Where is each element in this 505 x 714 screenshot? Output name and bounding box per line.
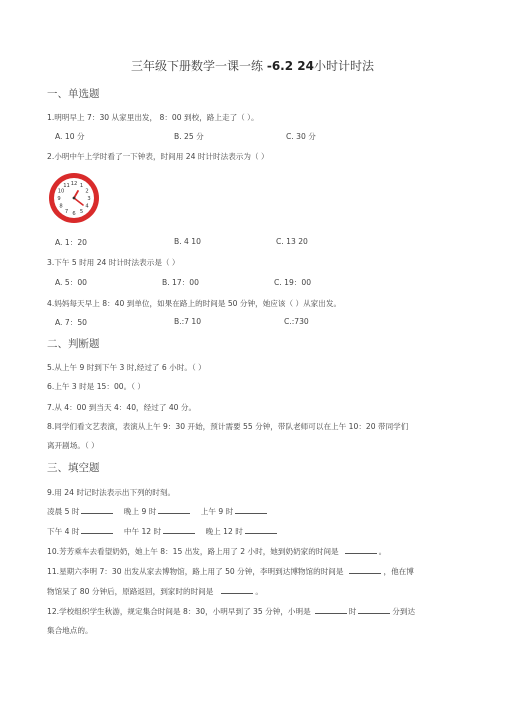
answer-blank[interactable] <box>158 506 190 514</box>
question-3: 3.下午 5 时用 24 时计时法表示是（ ） <box>47 258 180 267</box>
clock-number: 3 <box>87 195 91 202</box>
clock-number: 9 <box>57 195 61 202</box>
q11-text: 11.星期六李明 7：30 出发从家去博物馆，路上用了 50 分钟，李明到达博物馆的时间是 <box>47 567 344 576</box>
question-1: 1.明明早上 7：30 从家里出发， 8：00 到校，路上走了（ ）。 <box>47 113 259 122</box>
q9-item-label: 下午 4 时 <box>47 527 80 536</box>
question-4: 4.妈妈每天早上 8：40 到单位，如果在路上的时间是 50 分钟，她应该（ ）从家出发。 <box>47 299 342 308</box>
q12-time-word: 时 <box>348 607 357 616</box>
title-suffix: 小时计时法 <box>313 59 374 73</box>
q4-option-c[interactable]: C.:730 <box>284 317 309 326</box>
answer-blank[interactable] <box>235 506 267 514</box>
clock-number: 11 <box>63 182 70 189</box>
q1-option-a[interactable]: A. 10 分 <box>55 132 85 141</box>
q1-option-b[interactable]: B. 25 分 <box>174 132 204 141</box>
q4-option-a[interactable]: A. 7：50 <box>55 318 87 327</box>
clock-number: 12 <box>70 180 78 187</box>
q9-row-2 <box>47 526 279 537</box>
question-12-line-1 <box>47 606 415 617</box>
q10-text: 10.芳芳乘车去看望奶奶，她上午 8：15 出发，路上用了 2 小时，她到奶奶家的时间是 <box>47 547 339 556</box>
q9-row-1 <box>47 506 269 517</box>
question-8-line-2: 离开剧场。（ ） <box>47 441 99 450</box>
q4-option-b[interactable]: B.:7 10 <box>174 317 202 326</box>
q3-option-b[interactable]: B. 17：00 <box>162 278 199 287</box>
q11-mid: ，他在博 <box>383 567 414 576</box>
answer-blank[interactable] <box>315 606 347 614</box>
question-11-line-1 <box>47 566 414 577</box>
clock-number: 8 <box>59 203 63 210</box>
q9-item-label: 晚上 9 时 <box>123 507 157 516</box>
answer-blank[interactable] <box>221 586 253 594</box>
section-heading-fill-blank: 三、填空题 <box>47 462 100 474</box>
answer-blank[interactable] <box>81 526 113 534</box>
page-title <box>0 57 505 74</box>
answer-blank[interactable] <box>345 546 377 554</box>
q9-item-label: 凌晨 5 时 <box>47 507 80 516</box>
answer-blank[interactable] <box>245 526 277 534</box>
clock-number: 6 <box>72 210 76 217</box>
title-prefix: 三年级下册数学一课一练 <box>131 59 264 73</box>
q11-end: 。 <box>255 587 263 596</box>
question-7: 7.从 4：00 到当天 4：40，经过了 40 分。 <box>47 403 197 412</box>
question-9: 9.用 24 时记时法表示出下列的时刻。 <box>47 488 176 497</box>
answer-blank[interactable] <box>163 526 195 534</box>
answer-blank[interactable] <box>358 606 390 614</box>
q9-item-label: 晚上 12 时 <box>205 527 243 536</box>
q2-option-b[interactable]: B. 4 10 <box>174 237 201 246</box>
clock-number: 2 <box>85 188 89 195</box>
clock-center <box>73 197 76 200</box>
clock-number: 4 <box>85 203 89 210</box>
question-2: 2.小明中午上学时看了一下钟表，时间用 24 时计时法表示为（ ） <box>47 152 269 161</box>
q3-option-a[interactable]: A. 5：00 <box>55 278 87 287</box>
q1-option-c[interactable]: C. 30 分 <box>286 132 316 141</box>
q3-option-c[interactable]: C. 19：00 <box>274 278 312 287</box>
clock-number: 7 <box>64 208 69 215</box>
q12-tail: 分到达 <box>392 607 416 616</box>
question-6: 6.上午 3 时是 15：00。（ ） <box>47 382 146 391</box>
section-heading-single-choice: 一、单选题 <box>47 88 100 100</box>
question-11-line-2 <box>47 586 263 597</box>
q9-item-label: 中午 12 时 <box>123 527 162 536</box>
q9-item-label: 上午 9 时 <box>200 507 234 516</box>
title-code: -6.2 24 <box>266 59 314 73</box>
question-5: 5.从上午 9 时到下午 3 时,经过了 6 小时。（ ） <box>47 363 206 372</box>
q11-line-2-text: 物馆呆了 80 分钟后，原路返回，到家时的时间是 <box>47 587 214 596</box>
q10-end: 。 <box>378 547 387 556</box>
question-8-line-1: 8.同学们看文艺表演，表演从上午 9：30 开始，预计需要 55 分钟，带队老师可以在上午 10：20 带同学们 <box>47 422 409 431</box>
section-heading-true-false: 二、判断题 <box>47 338 100 350</box>
question-12-line-2: 集合地点的。 <box>47 626 93 635</box>
clock-number: 10 <box>57 188 65 195</box>
answer-blank[interactable] <box>349 566 381 574</box>
question-10 <box>47 546 386 557</box>
q2-option-a[interactable]: A. 1：20 <box>55 238 87 247</box>
clock-number: 1 <box>79 182 84 189</box>
clock-icon <box>47 171 101 225</box>
q2-option-c[interactable]: C. 13 20 <box>276 237 308 246</box>
q12-text: 12.学校组织学生秋游，规定集合时间是 8：30，小明早到了 35 分钟，小明是 <box>47 607 311 616</box>
answer-blank[interactable] <box>81 506 113 514</box>
clock-number: 5 <box>79 208 84 215</box>
